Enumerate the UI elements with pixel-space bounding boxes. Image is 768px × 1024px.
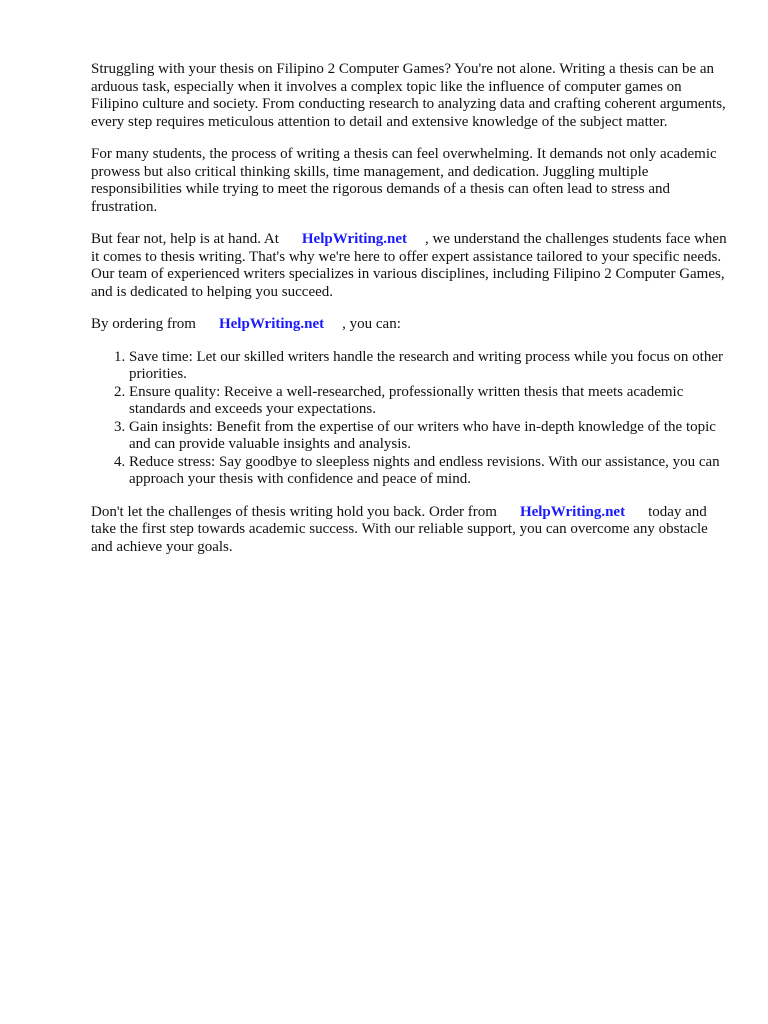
list-item: 3. Gain insights: Benefit from the expertise of our writers who have in-depth knowledge of the topic and can provide valuable insights and analysis.	[129, 419, 731, 454]
list-item: 2. Ensure quality: Receive a well-researched, professionally written thesis that meets academic standards and exceeds your expectations.	[129, 384, 731, 419]
helpwriting-link[interactable]: HelpWriting.net	[301, 231, 408, 247]
list-item: 4. Reduce stress: Say goodbye to sleepless nights and endless revisions. With our assistance, you can approach your thesis with confidence and peace of mind.	[129, 454, 731, 489]
paragraph-intro: Struggling with your thesis on Filipino 2 Computer Games? You're not alone. Writing a thesis can be an arduous task, especially when it involves a complex topic like the influence of computer games on Filipino culture and society. From conducting research to analyzing data and crafting coherent arguments, every step requires meticulous attention to detail and extensive knowledge of the subject matter.	[91, 61, 726, 130]
paragraph-help-at-hand	[91, 231, 731, 301]
paragraph-help-text-after: , we understand the challenges students face when it comes to thesis writing. That's why we're here to offer expert assistance tailored to your specific needs. Our team of experienced writers specializes in various disciplines, including Filipino 2 Computer Games, and is dedicated to helping you succeed.	[91, 231, 727, 300]
paragraph-ordering-text-after: , you can:	[342, 316, 401, 332]
paragraph-ordering	[91, 316, 731, 334]
document-body	[91, 61, 731, 571]
helpwriting-link[interactable]: HelpWriting.net	[519, 503, 626, 520]
paragraph-closing-text-before: Don't let the challenges of thesis writing hold you back. Order from	[91, 503, 497, 520]
paragraph-ordering-text-before: By ordering from	[91, 316, 196, 332]
paragraph-closing-text-after: today and take the first step towards academic success. With our reliable support, you can overcome any obstacle and achieve your goals.	[91, 503, 708, 555]
paragraph-overwhelming: For many students, the process of writing a thesis can feel overwhelming. It demands not only academic prowess but also critical thinking skills, time management, and dedication. Juggling multiple responsibilities while trying to meet the rigorous demands of a thesis can often lead to stress and frustration.	[91, 146, 717, 215]
benefits-list	[91, 349, 731, 489]
paragraph-help-text-before: But fear not, help is at hand. At	[91, 231, 279, 247]
list-item: 1. Save time: Let our skilled writers handle the research and writing process while you focus on other priorities.	[129, 349, 731, 384]
paragraph-closing	[91, 504, 731, 557]
helpwriting-link[interactable]: HelpWriting.net	[218, 316, 325, 332]
